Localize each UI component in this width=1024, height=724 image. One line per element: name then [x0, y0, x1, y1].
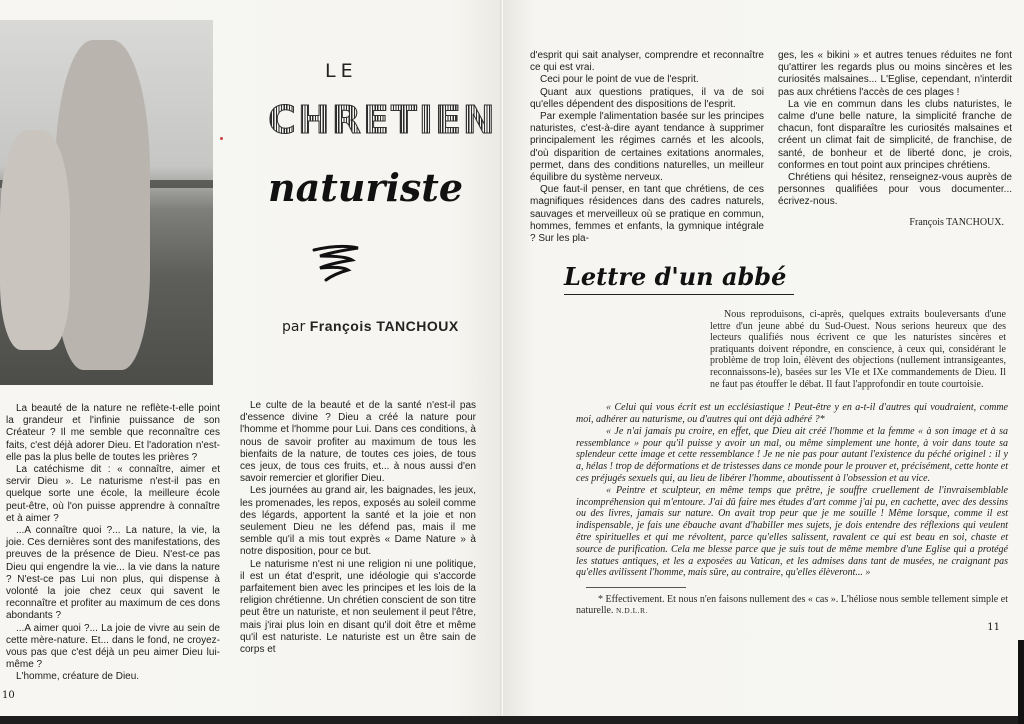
- title-chretien: CHRETIEN: [268, 98, 497, 142]
- intro-paragraph: Nous reproduisons, ci-après, quelques extraits bouleversants d'une lettre d'un jeune abbé du Sud-Ouest. Nous serions heureux que des lecteurs qualifiés nous écrivent ce que les naturistes sincères et pratiquants doivent répondre, en conscience, à ceux qui, considérant le problème de trop loin, élèvent des objections (nullement intransigeantes, reconnaissons-le), basées sur les VIe et IXe commandements de Dieu. Il ne faut pas étouffer le débat. Il faut l'approfondir en toute courtoisie.: [710, 309, 1006, 390]
- paragraph: La catéchisme dit : « connaître, aimer et servir Dieu ». Le naturisme n'est-il pas en quelque sorte une école, la meilleure école peut-être, où l'on puisse apprendre à connaître et à aimer ?: [6, 464, 220, 524]
- page-number-right: 11: [987, 622, 1000, 634]
- paragraph: Par exemple l'alimentation basée sur les principes naturistes, c'est-à-dire ayant tendance à supprimer principalement les régimes carnés et les alcools, d'où disparition de certaines exitations anormales, permet, dans des conditions naturelles, un meilleur équilibre du système nerveux.: [530, 111, 764, 184]
- footnote-signature: N.D.L.R.: [615, 606, 648, 616]
- left-column-2: [240, 400, 476, 656]
- paragraph: Le naturisme n'est ni une religion ni une politique, il est un état d'esprit, une idéologie qui s'accorde parfaitement bien avec les principes et les lois de la religion chrétienne. Un chrétien conscient de son titre peut être un naturiste, et non seulement il peut l'être, mais j'irai plus loin en disant qu'il doit être et même qu'il est naturiste. Le naturiste est un être sain de corps et: [240, 558, 476, 656]
- naturist-photo: [0, 20, 213, 385]
- paragraph: Les journées au grand air, les baignades, les jeux, les promenades, les repos, exposés au soleil comme des légards, apportent la santé et la joie et non seulement Dieu ne les défend pas, mais il me semble qu'il a mis tout exprès « Dame Nature » à notre disposition, pour ce but.: [240, 485, 476, 558]
- right-column-2: [778, 50, 1012, 229]
- paragraph: ...A aimer quoi ?... La joie de vivre au sein de cette mère-nature. Et... dans le fond, ne croyez-vous pas que c'est déjà un peu aimer Dieu lui-même ?: [6, 622, 220, 671]
- letter-quotes: [576, 402, 1008, 579]
- paragraph: ges, les « bikini » et autres tenues réduites ne font qu'attirer les regards plus ou moins sincères et les curiosités malsaines... L'Eglise, cependant, n'interdit pas aux chrétiens l'accès de ces plages !: [778, 50, 1012, 98]
- title-naturiste: naturiste: [268, 165, 464, 210]
- right-edge: [1018, 640, 1024, 724]
- paragraph: Que faut-il penser, en tant que chrétiens, de ces magnifiques résidences dans des cadres naturels, sauvages et merveilleux où se pratique en commun, hommes, femmes et enfants, la gymnique intégrale ? Sur les pla-: [530, 184, 764, 245]
- bottom-edge: [0, 716, 1024, 724]
- right-column-1: [530, 50, 764, 245]
- paragraph: L'homme, créature de Dieu.: [16, 671, 140, 683]
- footnote-divider: [586, 587, 686, 588]
- photo-figure-child: [0, 130, 70, 350]
- title-le: LE: [325, 60, 358, 82]
- footnote: [576, 594, 1008, 616]
- paragraph: ...A connaître quoi ?... La nature, la vie, la joie. Ces dernières sont des manifestations, des preuves de la présence de Dieu. N'est-ce pas Dieu qui engendre la vie... la vie dans la nature ? N'est-ce pas Lui non plus, qui dispense à volonté la joie chez ceux qui savent le reconnaître et profiter au maximum de ces dons abondants ?: [6, 525, 220, 622]
- byline-prefix: par: [282, 319, 306, 335]
- paragraph: Le culte de la beauté et de la santé n'est-il pas d'essence divine ? Dieu a créé la nature pour l'homme et l'homme pour Lui. Dans ces conditions, à nous de savoir profiter au maximum de tous les bienfaits de la nature, de toutes ces joies, de tous ces jeux, de tous ces fruits, et... à nous aussi d'en savoir remercier et glorifier Dieu.: [240, 400, 476, 485]
- paragraph: Quant aux questions pratiques, il va de soi qu'elles dépendent des dispositions de l'esprit.: [530, 86, 764, 110]
- footnote-text: * Effectivement. Et nous n'en faisons nullement des « cas ». L'héliose nous semble tellement simple et naturelle.: [576, 594, 1008, 617]
- byline: [282, 318, 459, 335]
- letter-title: Lettre d'un abbé: [564, 262, 794, 295]
- paragraph: La vie en commun dans les clubs naturistes, le calme d'une belle nature, la simplicité franche de chacun, font disparaître les curiosités malsaines et créent un climat fait de simplicité, de franchise, de santé, de bonheur et de liberté donc, je crois, conformes en tout point aux principes chrétiens.: [778, 98, 1012, 171]
- page-number-left: 10: [2, 690, 15, 701]
- print-mark: [220, 137, 223, 140]
- paragraph: Ceci pour le point de vue de l'esprit.: [540, 74, 699, 86]
- squiggle-ornament-icon: [312, 242, 362, 282]
- paragraph: d'esprit qui sait analyser, comprendre et reconnaître ce qui est vrai.: [530, 50, 764, 74]
- letter-intro: [710, 309, 1006, 390]
- quote-paragraph: « Celui qui vous écrit est un ecclésiastique ! Peut-être y en a-t-il d'autres qui voudraient, comme moi, adhérer au naturisme, ou d'autres qui ont déjà adhéré ?*: [576, 402, 1008, 425]
- left-page: [0, 0, 503, 718]
- quote-paragraph: « Je n'ai jamais pu croire, en effet, que Dieu ait créé l'homme et la femme « à son image et à sa ressemblance » pour qu'il puisse y avoir un mal, ou même simplement une honte, à voir dans toute sa splendeur cette image et cette ressemblance ! Je ne nie pas pour autant l'existence du péché originel : il y a, hélas ! trop de déformations et de tristesses dans ce monde pour le prouver et, précisément, cette honte et ces préjugés sexuels qui, au lieu de libérer l'homme, aboutissent à l'obsession et au vice.: [576, 425, 1008, 484]
- paragraph: La beauté de la nature ne reflète-t-elle point la grandeur et l'infinie puissance de son Créateur ? Il me semble que reconnaître ces faits, c'est déjà adorer Dieu. Et l'adoration n'est-elle pas la plus belle de toutes les prières ?: [6, 403, 220, 463]
- quote-paragraph: « Peintre et sculpteur, en même temps que prêtre, je souffre cruellement de l'invraisemblable incompréhension qui m'entoure. J'ai dû faire mes études d'art comme j'ai pu, en cachette, avec des dessins ou des livres, jamais sur nature. On avait trop peur que je me souille ! Même lorsque, comme il est indispensable, je fais une ébauche avant d'habiller mes sujets, je dois entendre des réflexions qui veulent être spirituelles et qui me révoltent, parce qu'elles salissent, ravalent ce qui est beau en soi, chaste et source de purification. Cela me blesse parce que je suis tout de même membre d'une Eglise qui a protégé les statues antiques, et les a exposées au Vatican, et les admises dans tant de musées, ne craignant pas qu'elles avilissent l'homme, mais sûre, au contraire, qu'elles élèveront... »: [576, 484, 1008, 579]
- signature: François TANCHOUX.: [909, 216, 1004, 228]
- paragraph: Chrétiens qui hésitez, renseignez-vous auprès de personnes qualifiées pour vous documenter... écrivez-nous.: [778, 172, 1012, 208]
- letter-section: [560, 262, 1010, 633]
- left-column-1: [6, 403, 220, 684]
- byline-author: François TANCHOUX: [309, 318, 459, 334]
